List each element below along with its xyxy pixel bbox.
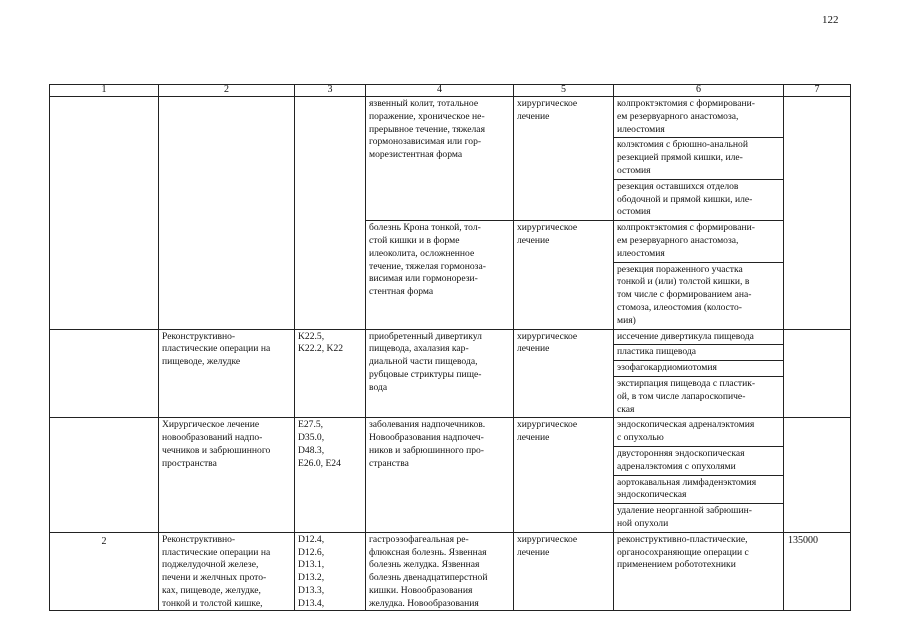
price-cell bbox=[784, 97, 851, 330]
operation-item: пластика пищевода bbox=[614, 345, 783, 361]
col-header-3: 3 bbox=[295, 85, 366, 97]
treatment-text: хирургическое лечение bbox=[517, 419, 578, 444]
row-number-cell bbox=[50, 329, 159, 418]
row-number-cell: 2 bbox=[50, 532, 159, 611]
col-header-2: 2 bbox=[159, 85, 295, 97]
operation-item: двусторонняя эндоскопическая адреналэктомия с опухолями bbox=[614, 447, 783, 476]
operation-item: экстирпация пищевода с пластик- ой, в том числе лапароскопиче- ская bbox=[617, 377, 756, 415]
disease-text: болезнь Крона тонкой, тол- стой кишки и в форме илеоколита, осложненное течение, тяжелая гормоноза- висимая или гормонорези- стентная форма bbox=[369, 222, 486, 298]
disease-cell bbox=[366, 329, 514, 418]
operation-item: колпроктэктомия с формировани- ем резервуарного анастомоза, илеостомия bbox=[614, 221, 783, 262]
operations-cell bbox=[614, 221, 784, 329]
table-row bbox=[50, 329, 851, 418]
icd-codes-cell bbox=[295, 418, 366, 532]
price-cell bbox=[784, 418, 851, 532]
treatment-cell bbox=[514, 329, 614, 418]
table-row bbox=[50, 418, 851, 532]
treatment-text: хирургическое лечение bbox=[517, 330, 578, 355]
treatment-text: хирургическое лечение bbox=[517, 533, 578, 558]
col-header-5: 5 bbox=[514, 85, 614, 97]
operations-cell bbox=[614, 418, 784, 532]
col-header-1: 1 bbox=[50, 85, 159, 97]
group-text: Реконструктивно- пластические операции на поджелудочной железе, печени и желчных прото- ках, пищеводе, желудке, тонкой и толстой кишке, bbox=[162, 533, 271, 609]
table-row bbox=[50, 532, 851, 611]
treatment-cell bbox=[514, 97, 614, 221]
operation-item: колэктомия с брюшно-анальной резекцией прямой кишки, иле- остомия bbox=[614, 138, 783, 179]
group-cell bbox=[159, 329, 295, 418]
group-text bbox=[159, 97, 294, 98]
operations-list bbox=[614, 97, 783, 220]
operation-item: резекция пораженного участка тонкой и (или) толстой кишки, в том числе с формированием ана- стомоза, илеостомия (колосто- мия) bbox=[617, 263, 752, 326]
col-header-4: 4 bbox=[366, 85, 514, 97]
icd-codes-cell bbox=[295, 97, 366, 330]
operations-cell bbox=[614, 329, 784, 418]
treatment-text: хирургическое лечение bbox=[517, 222, 578, 246]
operation-item: удаление неорганной забрюшин- ной опухоли bbox=[617, 505, 752, 529]
group-cell bbox=[159, 418, 295, 532]
col-header-7: 7 bbox=[784, 85, 851, 97]
price-cell: 135000 bbox=[784, 532, 851, 611]
icd-codes-text bbox=[295, 97, 365, 98]
operations-list bbox=[614, 533, 783, 573]
services-table bbox=[49, 84, 851, 611]
column-numbers-row bbox=[50, 85, 851, 97]
group-cell bbox=[159, 97, 295, 330]
col-header-6: 6 bbox=[614, 85, 784, 97]
disease-text: заболевания надпочечников. Новообразования надпочеч- ников и забрюшинного про- странства bbox=[369, 419, 486, 469]
icd-codes-cell bbox=[295, 329, 366, 418]
operations-list bbox=[614, 330, 783, 418]
price-cell bbox=[784, 329, 851, 418]
disease-cell bbox=[366, 97, 514, 221]
disease-cell bbox=[366, 418, 514, 532]
treatment-text: хирургическое лечение bbox=[517, 98, 578, 122]
operation-item: колпроктэктомия с формировани- ем резервуарного анастомоза, илеостомия bbox=[614, 97, 783, 138]
operation-item: эндоскопическая адреналэктомия с опухолью bbox=[614, 418, 783, 447]
group-text: Хирургическое лечение новообразований надпо- чечников и забрюшинного пространства bbox=[162, 419, 271, 469]
icd-codes-cell bbox=[295, 532, 366, 611]
disease-text: язвенный колит, тотальное поражение, хроническое не- прерывное течение, тяжелая гормонозависимая или гор- морезистентная форма bbox=[369, 98, 485, 161]
icd-codes-text: K22.5, K22.2, K22 bbox=[298, 330, 344, 355]
operation-item: иссечение дивертикула пищевода bbox=[614, 330, 783, 346]
operations-cell bbox=[614, 532, 784, 611]
icd-codes-text: E27.5, D35.0, D48.3, E26.0, E24 bbox=[298, 419, 341, 469]
disease-cell bbox=[366, 532, 514, 611]
operation-item: аортокавальная лимфаденэктомия эндоскопическая bbox=[614, 476, 783, 505]
operation-item: резекция оставшихся отделов ободочной и прямой кишки, иле- остомия bbox=[617, 180, 753, 218]
disease-cell bbox=[366, 221, 514, 329]
row-number-cell bbox=[50, 97, 159, 330]
treatment-cell bbox=[514, 418, 614, 532]
operation-item: эзофагокардиомиотомия bbox=[614, 361, 783, 377]
operations-cell bbox=[614, 97, 784, 221]
table-row bbox=[50, 97, 851, 221]
treatment-cell bbox=[514, 532, 614, 611]
disease-text: приобретенный дивертикул пищевода, ахалазия кар- диальной части пищевода, рубцовые стриктуры пище- вода bbox=[369, 330, 482, 393]
row-number-cell bbox=[50, 418, 159, 532]
operation-item: реконструктивно-пластические, органосохраняющие операции с применением робототехники bbox=[617, 533, 749, 571]
disease-text: гастроэзофагеальная ре- флюксная болезнь. Язвенная болезнь желудка. Язвенная болезнь двенадцатиперстной кишки. Новообразования желудка. Новообразования bbox=[369, 533, 488, 609]
group-text: Реконструктивно- пластические операции на пищеводе, желудке bbox=[162, 330, 271, 368]
operations-list bbox=[614, 418, 783, 531]
icd-codes-text: D12.4, D12.6, D13.1, D13.2, D13.3, D13.4, bbox=[298, 533, 325, 609]
operations-list bbox=[614, 221, 783, 328]
treatment-cell bbox=[514, 221, 614, 329]
page-number: 122 bbox=[822, 14, 839, 26]
group-cell bbox=[159, 532, 295, 611]
